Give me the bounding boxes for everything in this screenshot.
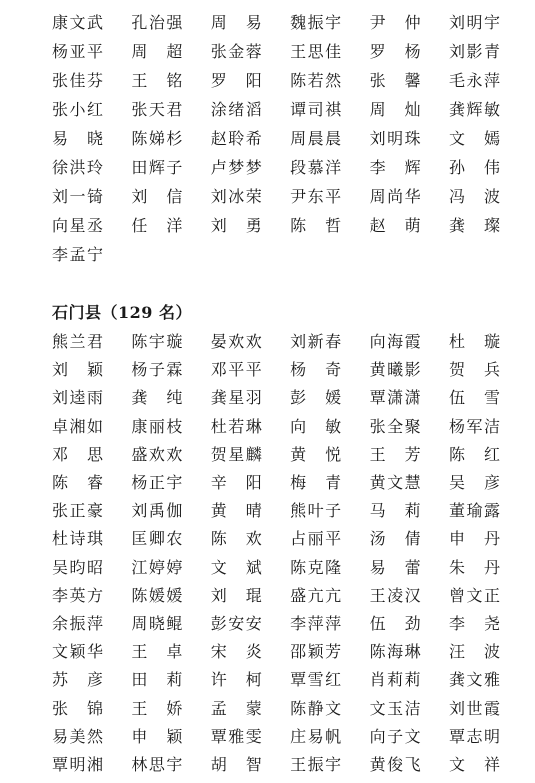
person-name: 黄文慧 <box>369 473 423 493</box>
name-list-shimen <box>52 328 528 779</box>
person-name: 刘逵雨 <box>52 388 105 408</box>
person-name: 杨正宇 <box>131 473 184 493</box>
person-name: 康文武 <box>52 12 105 32</box>
name-row <box>52 153 528 182</box>
person-name: 王 芳 <box>369 444 423 464</box>
person-name: 毛永萍 <box>448 70 502 90</box>
person-name: 陈若然 <box>290 70 343 90</box>
person-name: 胡 智 <box>210 754 264 774</box>
person-name: 王 卓 <box>131 642 184 662</box>
person-name: 覃雅雯 <box>210 726 264 746</box>
person-name: 杜若琳 <box>210 416 264 436</box>
person-name: 周 灿 <box>369 99 423 119</box>
person-name: 李 尧 <box>448 613 502 633</box>
person-name: 卓湘如 <box>52 416 105 436</box>
person-name: 刘世霞 <box>448 698 502 718</box>
person-name: 张佳芬 <box>52 70 105 90</box>
person-name: 刘 勇 <box>210 215 264 235</box>
person-name: 申 颖 <box>131 726 184 746</box>
person-name: 刘禹伽 <box>131 501 184 521</box>
person-name: 朱 丹 <box>448 557 502 577</box>
person-name: 陈 红 <box>448 444 502 464</box>
person-name: 刘明宇 <box>448 12 502 32</box>
person-name: 盛亢亢 <box>290 585 343 605</box>
person-name: 伍 雪 <box>448 388 502 408</box>
person-name: 龚星羽 <box>210 388 264 408</box>
person-name: 曾文正 <box>448 585 502 605</box>
person-name: 康丽枝 <box>131 416 184 436</box>
person-name: 余振萍 <box>52 613 105 633</box>
person-name: 梅 青 <box>290 473 343 493</box>
person-name: 李萍萍 <box>290 613 343 633</box>
name-row <box>52 413 528 441</box>
person-name: 黄曦影 <box>369 360 423 380</box>
name-row <box>52 751 528 779</box>
section-heading-shimen: 石门县（129 名） <box>52 303 192 322</box>
person-name: 龚 璨 <box>448 215 502 235</box>
name-row <box>52 497 528 525</box>
person-name: 盛欢欢 <box>131 444 184 464</box>
person-name: 向海霞 <box>369 332 423 352</box>
name-row <box>52 610 528 638</box>
person-name: 杨子霖 <box>131 360 184 380</box>
person-name: 黄 悦 <box>290 444 343 464</box>
person-name: 庄易帆 <box>290 726 343 746</box>
name-row <box>52 694 528 722</box>
person-name: 林思宇 <box>131 754 184 774</box>
person-name: 卢梦梦 <box>210 157 264 177</box>
person-name: 熊叶子 <box>290 501 343 521</box>
person-name: 易美然 <box>52 726 105 746</box>
name-row <box>52 638 528 666</box>
person-name: 徐洪玲 <box>52 157 105 177</box>
person-name: 王凌汉 <box>369 585 423 605</box>
name-row <box>52 211 528 240</box>
person-name: 赵 萌 <box>369 215 423 235</box>
person-name: 周尚华 <box>369 186 423 206</box>
person-name: 吴昀昭 <box>52 557 105 577</box>
name-row <box>52 95 528 124</box>
person-name: 李英方 <box>52 585 105 605</box>
name-list-continued <box>52 8 528 269</box>
person-name: 文 祥 <box>448 754 502 774</box>
name-row <box>52 384 528 412</box>
name-row <box>52 182 528 211</box>
person-name: 陈克隆 <box>290 557 343 577</box>
person-name: 杨亚平 <box>52 41 105 61</box>
person-name: 龚文雅 <box>448 670 502 690</box>
person-name: 尹东平 <box>290 186 343 206</box>
person-name: 王思佳 <box>290 41 343 61</box>
person-name: 邵颖芳 <box>290 642 343 662</box>
person-name: 陈 哲 <box>290 215 343 235</box>
person-name: 刘明珠 <box>369 128 423 148</box>
person-name: 陈 欢 <box>210 529 264 549</box>
person-name: 王振宇 <box>290 754 343 774</box>
person-name: 苏 彦 <box>52 670 105 690</box>
person-name: 杜诗琪 <box>52 529 105 549</box>
person-name: 陈海琳 <box>369 642 423 662</box>
name-row <box>52 582 528 610</box>
person-name: 李孟宁 <box>52 244 105 264</box>
person-name: 刘冰荣 <box>210 186 264 206</box>
person-name: 文 嫣 <box>448 128 502 148</box>
person-name: 孙 伟 <box>448 157 502 177</box>
person-name: 张正豪 <box>52 501 105 521</box>
person-name: 覃潇潇 <box>369 388 423 408</box>
person-name: 邓平平 <box>210 360 264 380</box>
person-name: 覃志明 <box>448 726 502 746</box>
person-name: 尹 仲 <box>369 12 423 32</box>
person-name: 张 馨 <box>369 70 423 90</box>
person-name: 邓 思 <box>52 444 105 464</box>
person-name: 陈媛媛 <box>131 585 184 605</box>
person-name: 伍 劲 <box>369 613 423 633</box>
person-name: 易 晓 <box>52 128 105 148</box>
person-name: 杜 璇 <box>448 332 502 352</box>
person-name: 汤 倩 <box>369 529 423 549</box>
person-name: 龚 纯 <box>131 388 184 408</box>
person-name: 晏欢欢 <box>210 332 264 352</box>
person-name: 占丽平 <box>290 529 343 549</box>
person-name: 易 蕾 <box>369 557 423 577</box>
person-name: 马 莉 <box>369 501 423 521</box>
person-name: 陈宇璇 <box>131 332 184 352</box>
person-name: 文颖华 <box>52 642 105 662</box>
person-name: 李 辉 <box>369 157 423 177</box>
person-name: 江婷婷 <box>131 557 184 577</box>
person-name: 向子文 <box>369 726 423 746</box>
name-row <box>52 124 528 153</box>
person-name: 谭司祺 <box>290 99 343 119</box>
person-name: 文玉洁 <box>369 698 423 718</box>
person-name: 贺 兵 <box>448 360 502 380</box>
person-name: 宋 炎 <box>210 642 264 662</box>
person-name: 向 敏 <box>290 416 343 436</box>
person-name: 文 斌 <box>210 557 264 577</box>
name-row <box>52 240 528 269</box>
person-name: 任 洋 <box>131 215 184 235</box>
person-name: 周 超 <box>131 41 184 61</box>
person-name: 冯 波 <box>448 186 502 206</box>
person-name: 吴 彦 <box>448 473 502 493</box>
person-name: 罗 阳 <box>210 70 264 90</box>
person-name: 黄 晴 <box>210 501 264 521</box>
name-row <box>52 8 528 37</box>
name-row <box>52 525 528 553</box>
person-name: 张天君 <box>131 99 184 119</box>
person-name: 王 铭 <box>131 70 184 90</box>
person-name: 杨军洁 <box>448 416 502 436</box>
person-name: 王 娇 <box>131 698 184 718</box>
name-row <box>52 356 528 384</box>
person-name: 陈娣杉 <box>131 128 184 148</box>
person-name: 熊兰君 <box>52 332 105 352</box>
person-name: 彭安安 <box>210 613 264 633</box>
name-row <box>52 723 528 751</box>
person-name: 申 丹 <box>448 529 502 549</box>
name-row <box>52 66 528 95</box>
person-name: 辛 阳 <box>210 473 264 493</box>
name-row <box>52 469 528 497</box>
person-name: 张 锦 <box>52 698 105 718</box>
person-name: 涂绪滔 <box>210 99 264 119</box>
name-row <box>52 441 528 469</box>
person-name: 覃明湘 <box>52 754 105 774</box>
person-name: 田 莉 <box>131 670 184 690</box>
person-name: 刘 琨 <box>210 585 264 605</box>
person-name: 张小红 <box>52 99 105 119</box>
person-name: 龚辉敏 <box>448 99 502 119</box>
person-name: 张金蓉 <box>210 41 264 61</box>
person-name: 孔治强 <box>131 12 184 32</box>
person-name: 匡卿农 <box>131 529 184 549</box>
person-name: 许 柯 <box>210 670 264 690</box>
person-name: 黄俊飞 <box>369 754 423 774</box>
person-name: 罗 杨 <box>369 41 423 61</box>
person-name: 孟 蒙 <box>210 698 264 718</box>
person-name: 覃雪红 <box>290 670 343 690</box>
person-name: 贺星麟 <box>210 444 264 464</box>
name-row <box>52 554 528 582</box>
person-name: 周 易 <box>210 12 264 32</box>
person-name: 田辉子 <box>131 157 184 177</box>
person-name: 段慕洋 <box>290 157 343 177</box>
name-row <box>52 37 528 66</box>
person-name: 赵聆希 <box>210 128 264 148</box>
person-name: 刘新春 <box>290 332 343 352</box>
person-name: 陈静文 <box>290 698 343 718</box>
person-name: 向星丞 <box>52 215 105 235</box>
person-name: 陈 睿 <box>52 473 105 493</box>
person-name: 周晓鲲 <box>131 613 184 633</box>
person-name: 魏振宇 <box>290 12 343 32</box>
person-name: 刘一锜 <box>52 186 105 206</box>
person-name: 刘 颖 <box>52 360 105 380</box>
name-row <box>52 328 528 356</box>
person-name: 汪 波 <box>448 642 502 662</box>
name-row <box>52 666 528 694</box>
person-name: 董瑜露 <box>448 501 502 521</box>
person-name: 周晨晨 <box>290 128 343 148</box>
person-name: 刘影青 <box>448 41 502 61</box>
person-name: 杨 奇 <box>290 360 343 380</box>
person-name: 刘 信 <box>131 186 184 206</box>
person-name: 彭 媛 <box>290 388 343 408</box>
person-name: 张全聚 <box>369 416 423 436</box>
person-name: 肖莉莉 <box>369 670 423 690</box>
